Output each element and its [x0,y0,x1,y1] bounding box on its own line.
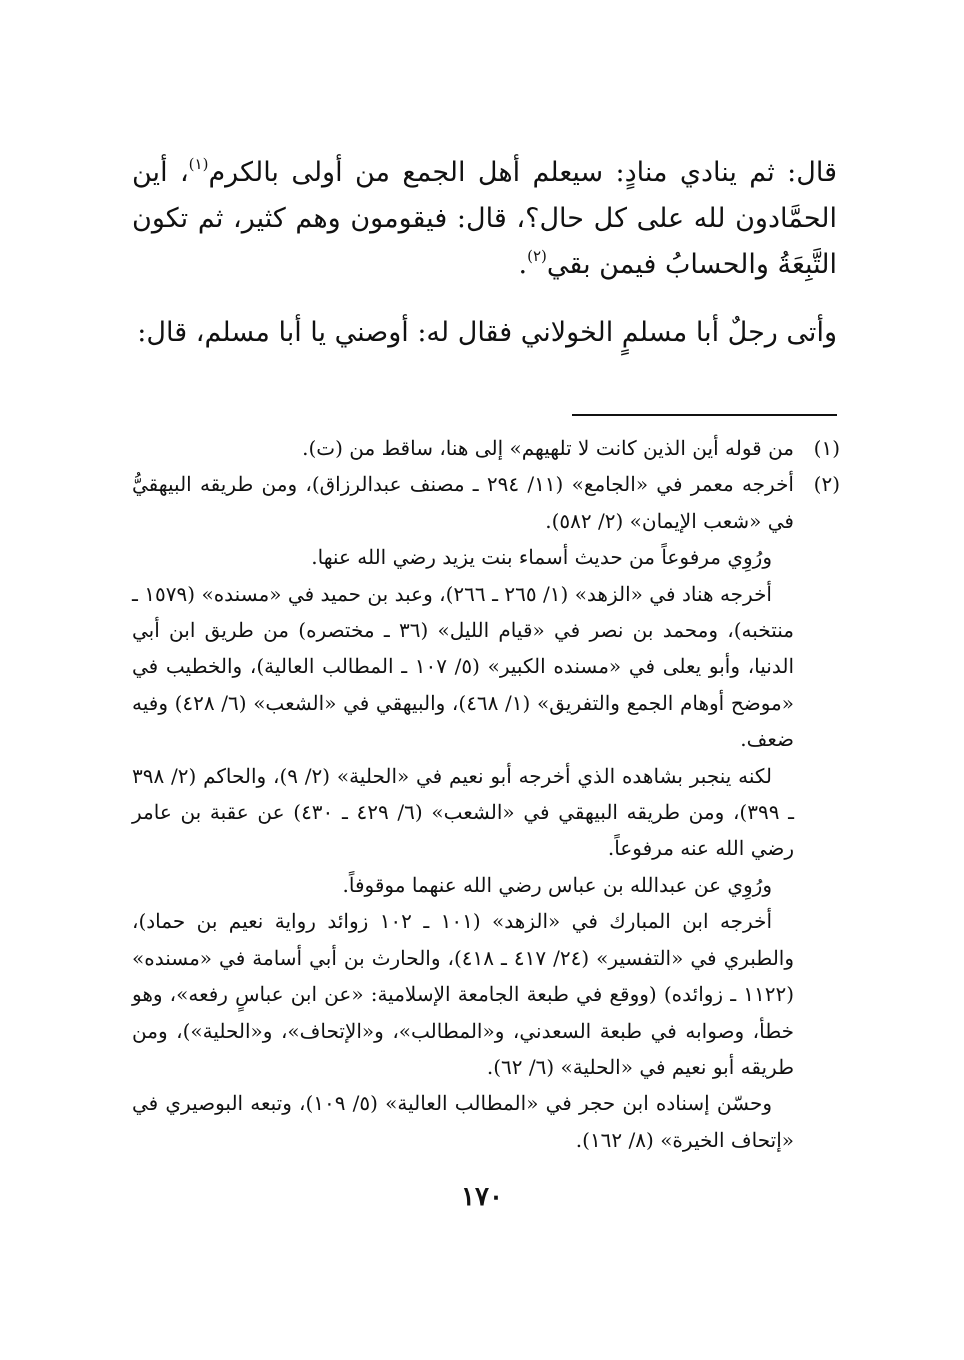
footnote-number: (٢) [813,472,840,497]
main-paragraph-2: وأتى رجلٌ أبا مسلمٍ الخولاني فقال له: أوصني يا أبا مسلم، قال: [137,317,837,348]
footnote-1 [132,430,840,466]
footnote-paragraph: من قوله أين الذين كانت لا تلهيهم» إلى هنا، ساقط من (ت). [302,436,794,460]
page-number: ١٧٠ [461,1182,503,1212]
main-paragraph-1: قال: ثم ينادي منادٍ: سيعلم أهل الجمع من أولى بالكرم$^{(١)}$، أين الحمَّادون لله على كل حال؟، قال: فيقومون وهم كثير، ثم تكون التَّبِعَةُ والحسابُ فيمن بقي$^{(٢)}$. [132,155,837,280]
footnote-ref-1[interactable]: (١) [188,155,209,173]
footnote-paragraph: وحسّن إسناده ابن حجر في «المطالب العالية» (٥/ ١٠٩)، وتبعه البوصيري في «إتحاف الخيرة» (٨/ ١٦٢). [132,1091,794,1152]
footnotes [132,430,840,1158]
footnote-paragraph: ورُوِي عن عبدالله بن عباس رضي الله عنهما موقوفاً. [342,872,772,897]
footnote-paragraph: أخرجه معمر في «الجامع» (١١/ ٢٩٤ ـ مصنف عبدالرزاق)، ومن طريقه البيهقيُّ في «شعب الإيمان» (٢/ ٥٨٢). [132,472,794,533]
footnote-paragraph: أخرجه ابن المبارك في «الزهد» (١٠١ ـ ١٠٢ زوائد رواية نعيم بن حماد)، والطبري في «التفسير» (٢٤/ ٤١٧ ـ ٤١٨)، والحارث بن أبي أسامة في «مسنده» (١١٢٢ ـ زوائده) (ووقع في طبعة الجامعة الإسلامية: «عن ابن عباسٍ رفعه»، وهو خطأ، وصوابه في طبعة السعدني، و«المطالب»، و«الإتحاف»، و«الحلية»)، ومن طريقه أبو نعيم في «الحلية» (٦/ ٦٢). [132,909,795,1079]
footnote-2 [132,466,840,1158]
footnote-paragraph: أخرجه هناد في «الزهد» (١/ ٢٦٥ ـ ٢٦٦)، وعبد بن حميد في «مسنده» (١٥٧٩ ـ منتخبه)، ومحمد بن نصر في «قيام الليل» (٣٦ ـ مختصره) من طريق ابن أبي الدنيا، وأبو يعلى في «مسنده الكبير» (٥/ ١٠٧ ـ المطالب العالية)، والخطيب في «موضح أوهام الجمع والتفريق» (١/ ٤٦٨)، والبيهقي في «الشعب» (٦/ ٤٢٨) وفيه ضعف. [132,581,794,752]
main-text [132,150,837,356]
footnote-ref-2[interactable]: (٢) [527,247,547,265]
footnote-paragraph: ورُوِي مرفوعاً من حديث أسماء بنت يزيد رضي الله عنها. [311,545,772,570]
footnote-separator [572,414,837,416]
footnote-paragraph: لكنه ينجبر بشاهده الذي أخرجه أبو نعيم في «الحلية» (٢/ ٩)، والحاكم (٢/ ٣٩٨ ـ ٣٩٩)، ومن طريقه البيهقي في «الشعب» (٦/ ٤٢٩ ـ ٤٣٠) عن عقبة بن عامر رضي الله عنه مرفوعاً. [132,763,795,861]
footnote-number: (١) [813,436,840,460]
